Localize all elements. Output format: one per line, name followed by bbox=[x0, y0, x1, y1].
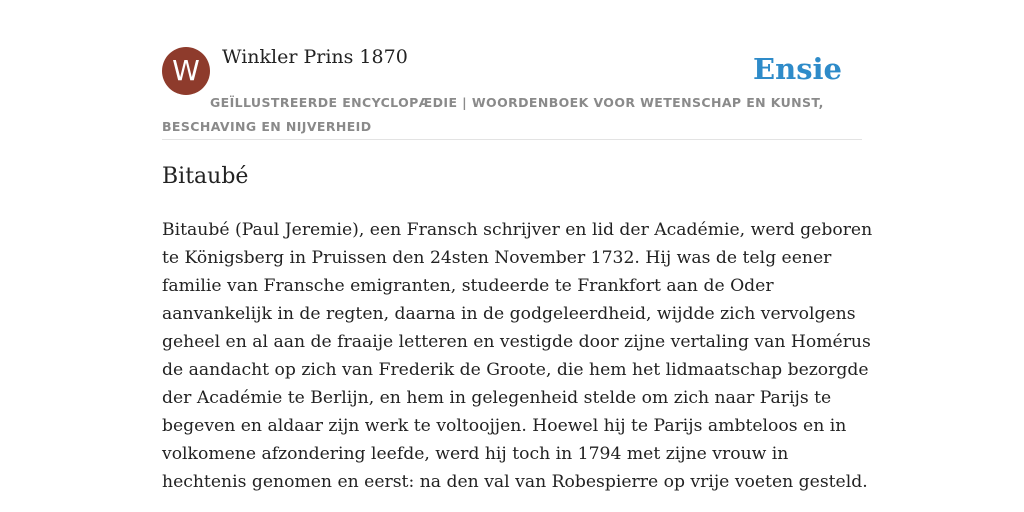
body-line: familie van Fransche emigranten, studeerde te Frankfort aan de Oder bbox=[162, 276, 774, 296]
entry-body bbox=[162, 216, 873, 496]
ensie-logo[interactable]: Ensie bbox=[753, 52, 842, 86]
source-title-link[interactable]: Winkler Prins 1870 bbox=[222, 46, 408, 68]
body-line: aanvankelijk in de regten, daarna in de godgeleerdheid, wijdde zich vervolgens bbox=[162, 304, 856, 324]
source-subtitle: GEÏLLUSTREERDE ENCYCLOPÆDIE | WOORDENBOEK VOOR WETENSCHAP EN KUNST, BESCHAVING EN NIJVERHEID bbox=[162, 95, 824, 134]
entry-title: Bitaubé bbox=[162, 164, 249, 189]
body-line: geheel en al aan de fraaije letteren en vestigde door zijne vertaling van Homérus bbox=[162, 332, 871, 352]
body-line: de aandacht op zich van Frederik de Groote, die hem het lidmaatschap bezorgde bbox=[162, 360, 869, 380]
body-line: Bitaubé (Paul Jeremie), een Fransch schrijver en lid der Académie, werd geboren bbox=[162, 220, 873, 240]
body-line: der Académie te Berlijn, en hem in gelegenheid stelde om zich naar Parijs te bbox=[162, 388, 832, 408]
body-line: hechtenis genomen en eerst: na den val van Robespierre op vrije voeten gesteld. bbox=[162, 472, 868, 492]
header-divider bbox=[162, 139, 862, 140]
body-line: volkomene afzondering leefde, werd hij toch in 1794 met zijne vrouw in bbox=[162, 444, 789, 464]
body-line: begeven en aldaar zijn werk te voltoojjen. Hoewel hij te Parijs ambteloos en in bbox=[162, 416, 847, 436]
source-avatar[interactable]: W bbox=[162, 47, 210, 95]
body-line: te Königsberg in Pruissen den 24sten November 1732. Hij was de telg eener bbox=[162, 248, 832, 268]
